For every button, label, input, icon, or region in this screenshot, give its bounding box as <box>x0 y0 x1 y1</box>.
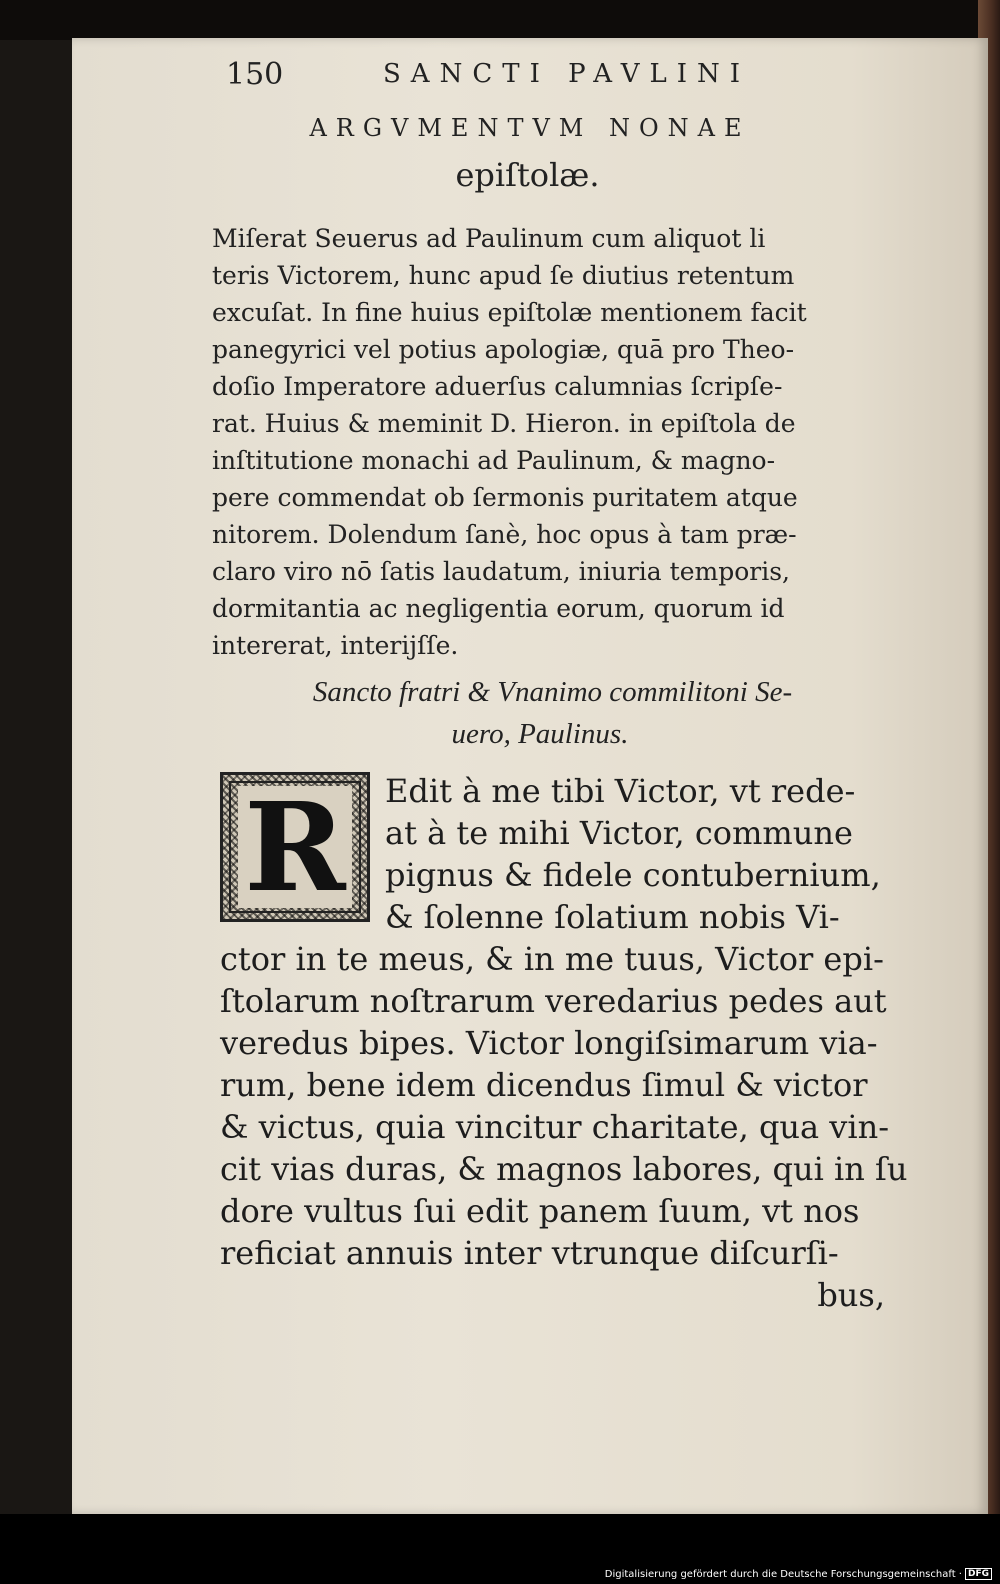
letter-line: & ſolenne ſolatium nobis Vi- <box>385 898 840 936</box>
letter-line: reficiat annuis inter vtrunque diſcurſi- <box>220 1234 839 1272</box>
decorated-initial <box>220 772 370 922</box>
digitization-credit <box>605 1568 992 1580</box>
catchword: bus, <box>817 1276 885 1314</box>
argument-text <box>212 220 872 664</box>
credit-text: Digitalisierung gefördert durch die Deutsche Forschungsgemeinschaft · <box>604 1568 962 1580</box>
argument-line: claro viro nō ſatis laudatum, iniuria temporis, <box>212 557 790 586</box>
running-title: SANCTI PAVLINI <box>383 59 751 89</box>
letter-line: Edit à me tibi Victor, vt rede- <box>385 772 856 810</box>
argument-line: rat. Huius & meminit D. Hieron. in epiſtola de <box>212 409 796 438</box>
argument-line: panegyrici vel potius apologiæ, quā pro Theo- <box>212 335 795 364</box>
salutation-line-1: Sancto fratri & Vnanimo commilitoni Se- <box>312 676 793 708</box>
letter-line: ctor in te meus, & in me tuus, Victor epi- <box>220 940 884 978</box>
argument-line: Miſerat Seuerus ad Paulinum cum aliquot li <box>212 224 766 253</box>
argument-line: intererat, interijſſe. <box>212 631 459 660</box>
salutation-line-2: uero, Paulinus. <box>451 718 629 750</box>
argument-line: dormitantia ac negligentia eorum, quorum id <box>212 594 785 623</box>
argument-line: teris Victorem, hunc apud ſe diutius retentum <box>212 261 795 290</box>
argument-subtitle: epiſtolæ. <box>455 156 600 194</box>
dfg-logo: DFG <box>965 1568 992 1580</box>
initial-letter: R <box>238 786 351 908</box>
decorated-initial-frame <box>229 775 361 919</box>
letter-line: veredus bipes. Victor longiſsimarum via- <box>220 1024 878 1062</box>
scan-background-top <box>0 0 1000 40</box>
argument-line: doſio Imperatore aduerſus calumnias ſcripſe- <box>212 372 783 401</box>
argument-line: nitorem. Dolendum ſanè, hoc opus à tam præ- <box>212 520 797 549</box>
argument-line: excuſat. In fine huius epiſtolæ mentionem facit <box>212 298 807 327</box>
letter-line: at à te mihi Victor, commune <box>385 814 853 852</box>
letter-line: rum, bene idem dicendus ſimul & victor <box>220 1066 868 1104</box>
letter-line: pignus & fidele contubernium, <box>385 856 881 894</box>
page-number: 150 <box>226 57 284 92</box>
letter-line: cit vias duras, & magnos labores, qui in ſu <box>220 1150 908 1188</box>
letter-line: & victus, quia vincitur charitate, qua vin- <box>220 1108 890 1146</box>
letter-line: ſtolarum noſtrarum veredarius pedes aut <box>220 982 887 1020</box>
running-head <box>0 57 1000 97</box>
letter-line: dore vultus ſui edit panem ſuum, vt nos <box>220 1192 860 1230</box>
argument-line: inſtitutione monachi ad Paulinum, & magno- <box>212 446 776 475</box>
argument-title: ARGVMENTVM NONAE <box>309 114 751 142</box>
argument-line: pere commendat ob ſermonis puritatem atque <box>212 483 798 512</box>
